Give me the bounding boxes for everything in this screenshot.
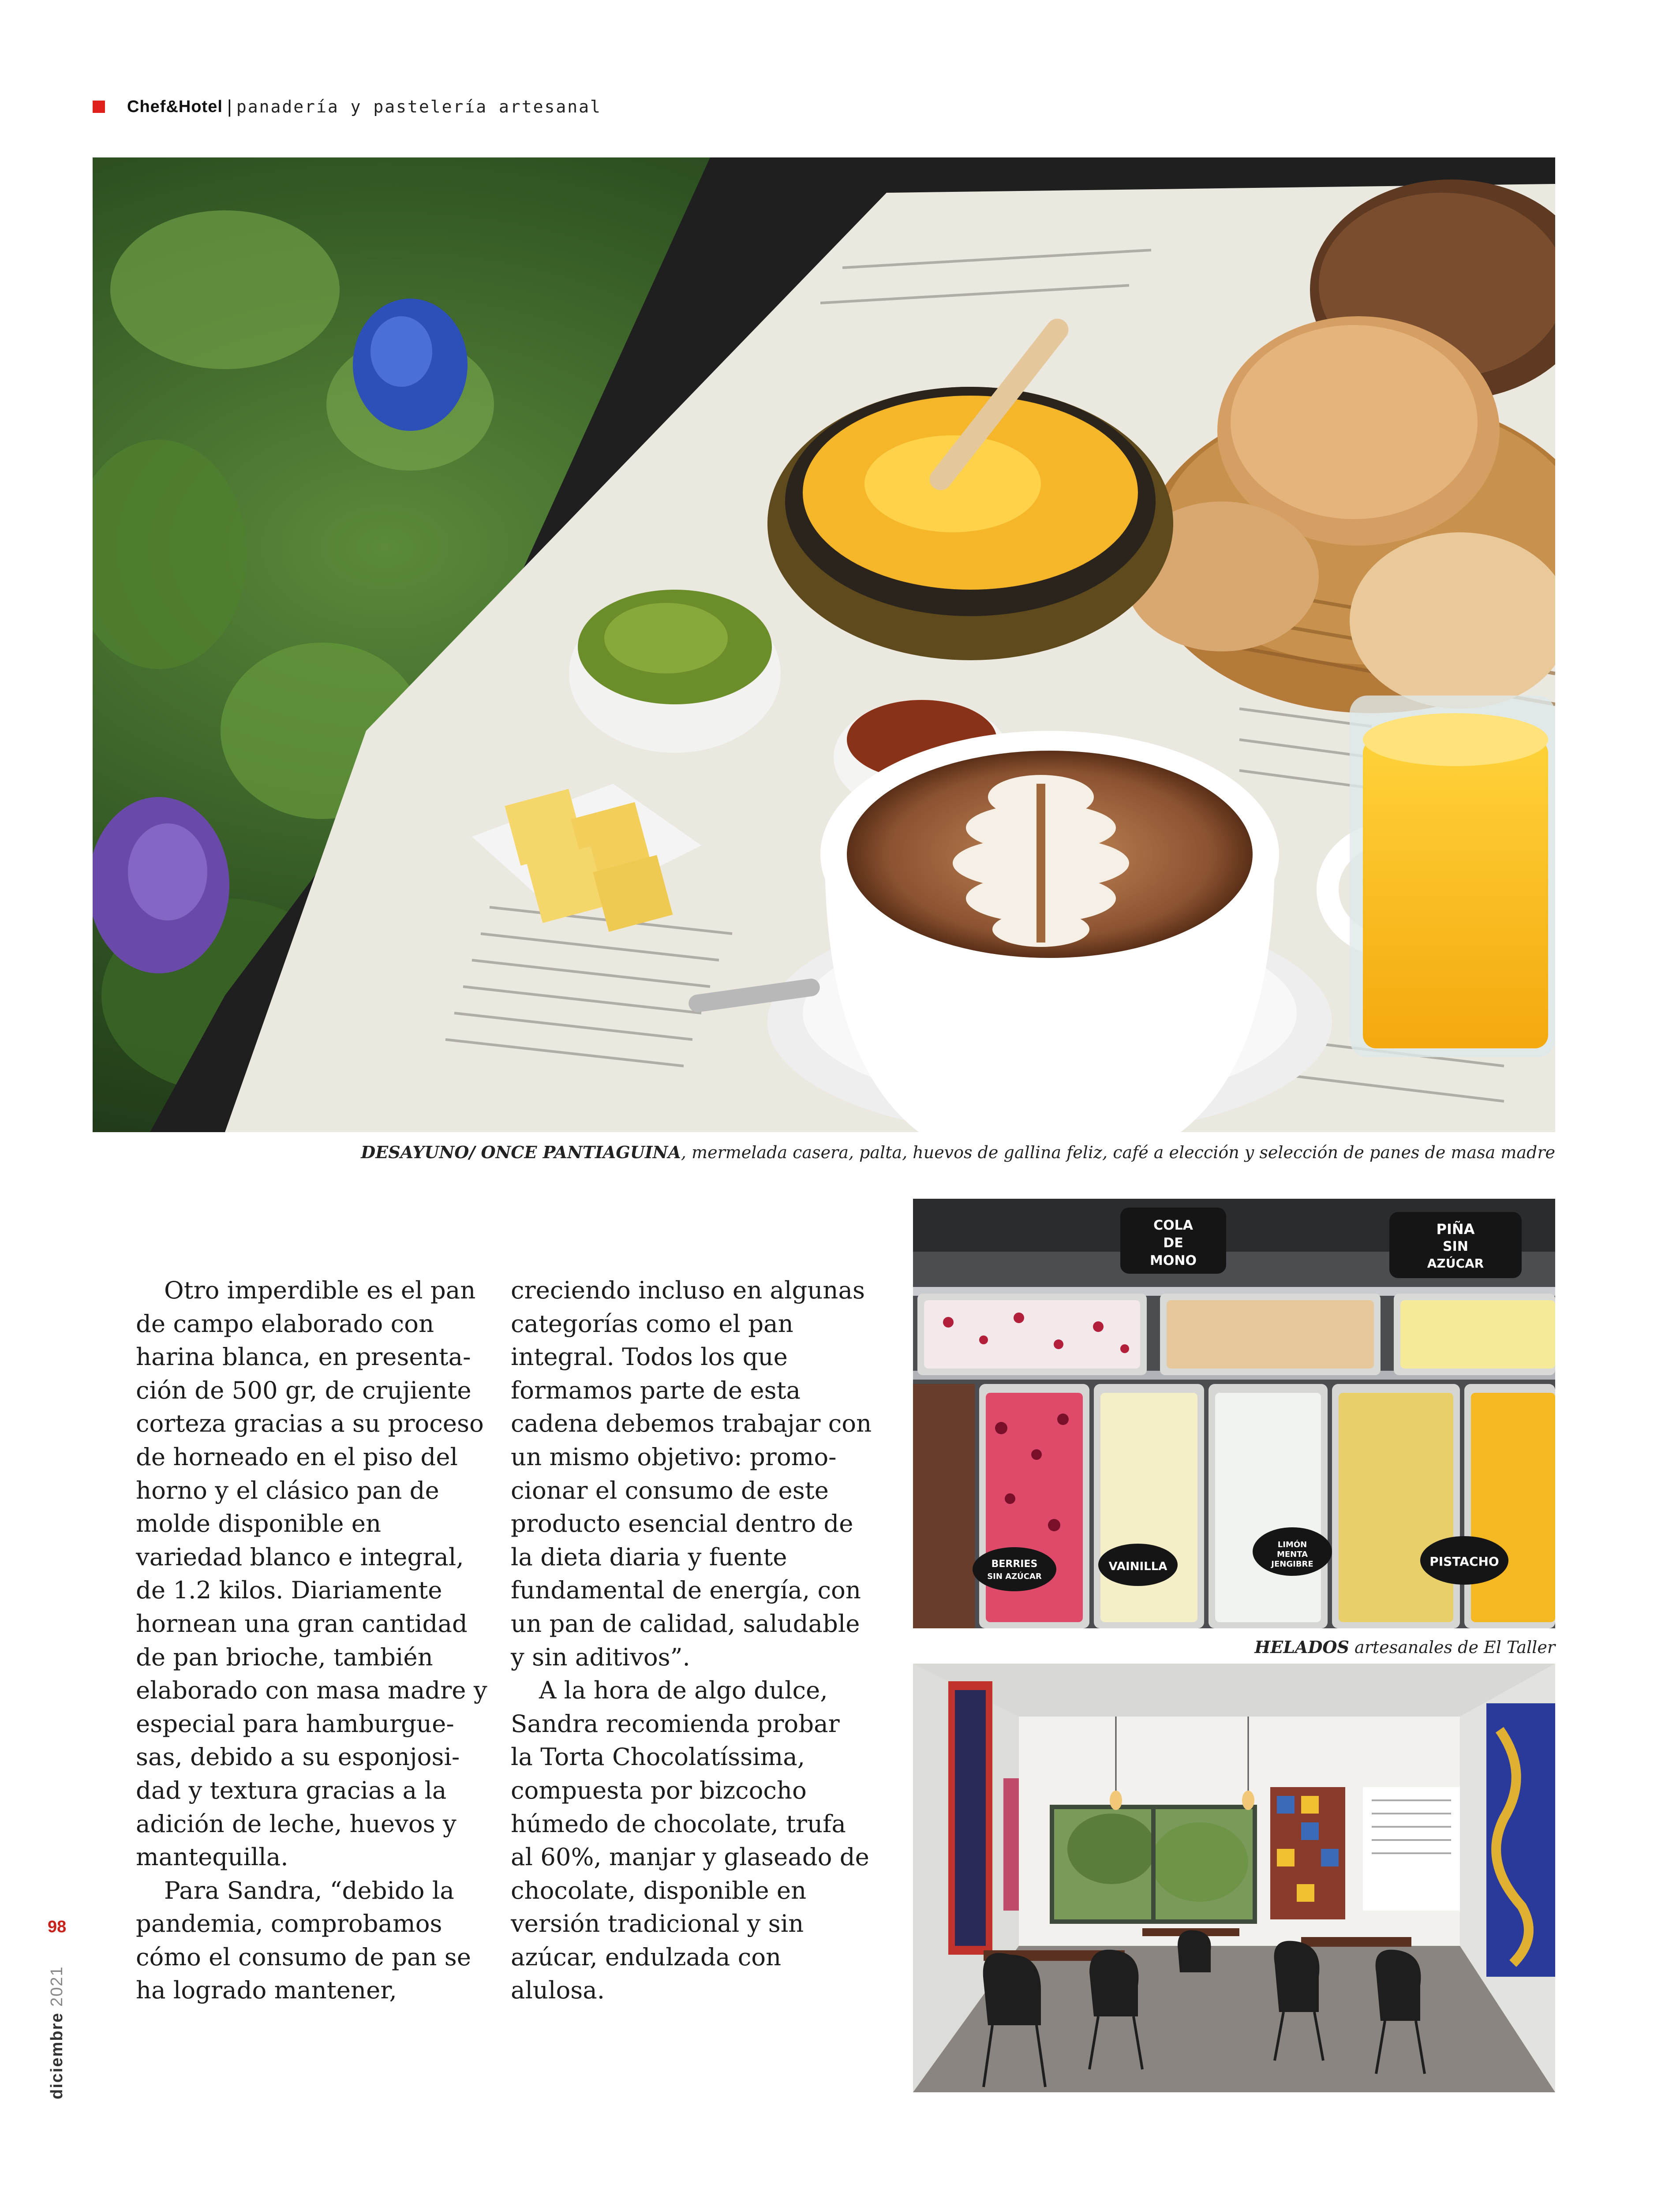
text-line: un pan de calidad, saludable [511,1609,860,1638]
text-line: producto esencial dentro de [511,1509,853,1538]
sign-pina-sin-azucar: PIÑA [1436,1221,1475,1238]
text-line: la dieta diaria y fuente [511,1542,787,1571]
red-square-icon [93,101,105,113]
text-line: fundamental de energía, con [511,1576,861,1605]
text-line: integral. Todos los que [511,1343,788,1371]
svg-text:JENGIBRE: JENGIBRE [1271,1560,1313,1569]
text-line: compuesta por bizcocho [511,1776,807,1804]
text-line: cadena debemos trabajar con [511,1409,872,1438]
text-line: Sandra recomienda probar [511,1709,840,1738]
text-line: versión tradicional y sin [511,1909,804,1938]
article-column-2 [511,1274,872,2007]
text-line: creciendo incluso en algunas [511,1276,865,1304]
article-column-1 [136,1274,487,2007]
svg-text:MONO: MONO [1150,1253,1197,1268]
svg-text:MENTA: MENTA [1276,1550,1308,1559]
text-line: variedad blanco e integral, [136,1542,464,1571]
text-line: húmedo de chocolate, trufa [511,1809,846,1838]
text-line: pandemia, comprobamos [136,1909,442,1938]
page-number: 98 [48,1918,67,1936]
text-line: mantequilla. [136,1843,288,1871]
svg-text:AZÚCAR: AZÚCAR [1427,1256,1484,1271]
issue-year: 2021 [48,1966,66,2007]
sign-limon-menta: LIMÓN [1277,1540,1307,1549]
text-line: Para Sandra, “debido la [164,1876,454,1904]
caption-text: artesanales de El Taller [1349,1638,1555,1657]
text-line: hornean una gran cantidad [136,1609,468,1638]
text-line: de horneado en el piso del [136,1442,458,1471]
breakfast-photo [93,157,1555,1132]
text-line: azúcar, endulzada con [511,1942,782,1971]
sign-vainilla: VAINILLA [1108,1560,1167,1573]
text-line: Otro imperdible es el pan [164,1276,476,1304]
svg-text:SIN: SIN [1443,1239,1468,1254]
text-line: harina blanca, en presenta- [136,1343,471,1371]
ice-cream-photo [913,1199,1555,1628]
text-line: sas, debido a su esponjosi- [136,1743,460,1771]
caption-text: , mermelada casera, palta, huevos de gallina feliz, café a elección y selección de panes de masa madre [681,1143,1555,1162]
text-line: ha logrado mantener, [136,1976,397,2005]
text-line: cionar el consumo de este [511,1476,829,1504]
text-line: de 1.2 kilos. Diariamente [136,1576,442,1605]
breakfast-photo-illustration [93,157,1555,1132]
issue-month: diciembre [48,2012,66,2099]
svg-text:SIN AZÚCAR: SIN AZÚCAR [987,1572,1042,1581]
text-line: especial para hamburgue- [136,1709,454,1738]
section-title: panadería y pastelería artesanal [236,97,602,116]
text-line: chocolate, disponible en [511,1876,807,1904]
cafe-interior-illustration [913,1664,1555,2092]
text-line: categorías como el pan [511,1309,793,1338]
breakfast-caption [361,1142,1555,1162]
caption-bold: HELADOS [1254,1637,1349,1657]
sign-pistacho: PISTACHO [1429,1554,1499,1569]
text-line: cómo el consumo de pan se [136,1942,471,1971]
issue-date [48,1966,67,2099]
sign-cola-de-mono: COLA [1153,1218,1193,1233]
magazine-brand: Chef&Hotel [127,97,223,116]
text-line: molde disponible en [136,1509,382,1538]
cafe-interior-photo [913,1664,1555,2092]
sign-berries: BERRIES [991,1559,1038,1570]
text-line: de pan brioche, también [136,1642,433,1671]
text-line: elaborado con masa madre y [136,1676,487,1705]
text-line: y sin aditivos”. [511,1642,690,1671]
text-line: horno y el clásico pan de [136,1476,439,1504]
text-line: A la hora de algo dulce, [539,1676,828,1705]
text-line: la Torta Chocolatíssima, [511,1743,805,1771]
text-line: alulosa. [511,1976,605,2005]
text-line: corteza gracias a su proceso [136,1409,484,1438]
text-line: ción de 500 gr, de crujiente [136,1376,471,1404]
text-line: al 60%, manjar y glaseado de [511,1843,869,1871]
ice-cream-photo-illustration [913,1199,1555,1628]
text-line: adición de leche, huevos y [136,1809,456,1838]
text-line: dad y textura gracias a la [136,1776,447,1804]
text-line: formamos parte de esta [511,1376,801,1404]
caption-bold: DESAYUNO/ ONCE PANTIAGUINA [361,1142,681,1162]
running-header [93,94,602,120]
svg-text:DE: DE [1163,1235,1183,1251]
helados-caption [1254,1637,1555,1657]
header-separator: | [227,96,232,117]
text-line: un mismo objetivo: promo- [511,1442,837,1471]
text-line: de campo elaborado con [136,1309,434,1338]
